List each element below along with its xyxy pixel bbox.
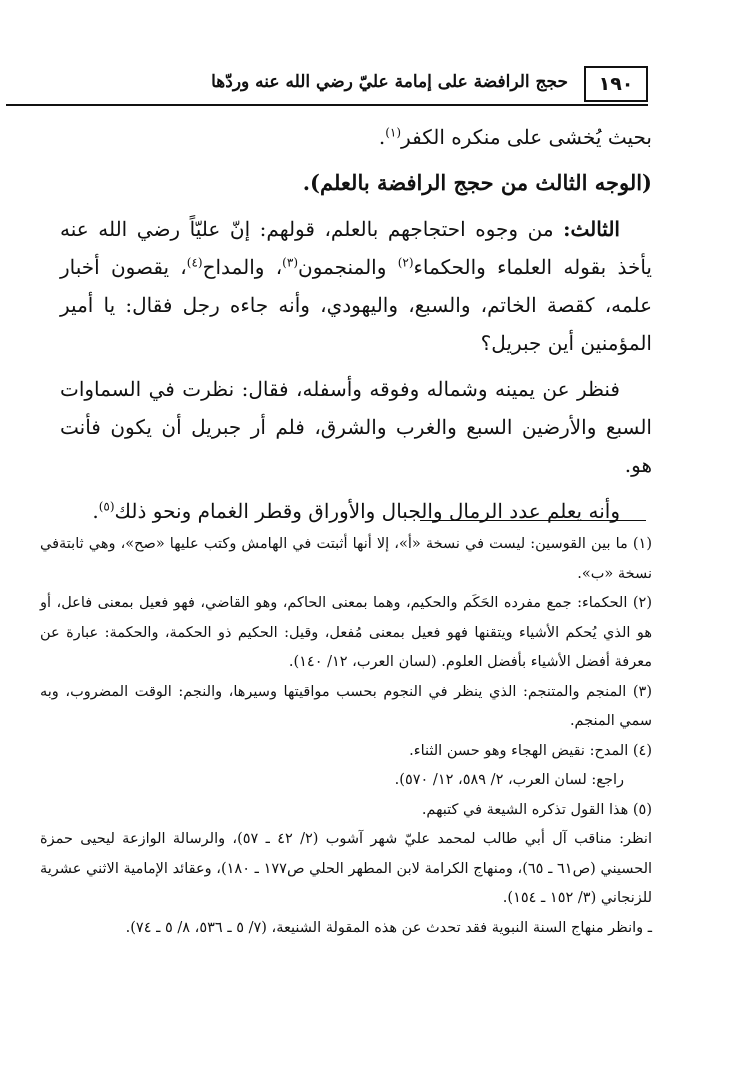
footnote-ref-4: (٤) bbox=[186, 255, 203, 270]
paragraph-4-text: وأنه يعلم عدد الرمال والجبال والأوراق وقطر الغمام ونحو ذلك bbox=[114, 499, 620, 523]
paragraph-1 bbox=[60, 118, 652, 156]
footnote-5-additional: ـ وانظر منهاج السنة النبوية فقد تحدث عن هذه المقولة الشنيعة، (٧/ ٥ ـ ٥٣٦، ٨/ ٥ ـ ٧٤). bbox=[125, 919, 652, 936]
footnote-ref-2: (٢) bbox=[397, 255, 414, 270]
footnote-2: (٢) الحكماء: جمع مفرده الحَكَم والحكيم، وهما بمعنى الحاكم، وهو القاضي، فهو فعيل بمعنى فاعل، أو هو الذي يُحكم الأشياء ويتقنها فهو فعيل بمعنى مُفعل، وقيل: الحكيم ذو الحكمة، والحكمة: عبارة عن معرفة أفضل الأشياء بأفضل العلوم. (لسان العرب، ١٢/ ١٤٠). bbox=[40, 595, 652, 670]
footnote-ref-1: (١) bbox=[385, 125, 402, 140]
paragraph-2-lead: الثالث: bbox=[563, 217, 620, 241]
page-header bbox=[6, 60, 648, 112]
paragraph-2-text-b: والمنجمون bbox=[298, 255, 398, 279]
footnote-ref-5: (٥) bbox=[98, 499, 115, 514]
footnote-4: (٤) المدح: نقيض الهجاء وهو حسن الثناء. bbox=[409, 742, 652, 759]
footnotes bbox=[40, 530, 652, 943]
footnote-5: (٥) هذا القول تذكره الشيعة في كتبهم. bbox=[421, 801, 652, 818]
footnote-1: (١) ما بين القوسين: ليست في نسخة «أ»، إلا أنها أثبتت في الهامش وكتب عليها «صح»، وهي ثابتةفي نسخة «ب». bbox=[40, 536, 652, 582]
paragraph-2-text-a: من وجوه احتجاجهم بالعلم، قولهم: إنّ عليّاً رضي الله عنه يأخذ بقوله العلماء والحكماء bbox=[60, 217, 652, 279]
paragraph-1-end: . bbox=[378, 125, 386, 149]
paragraph-2-text-d: ، يقصون أخبار علمه، كقصة الخاتم، والسبع، واليهودي، وأنه جاءه رجل فقال: يا أمير المؤمنين أين جبريل؟ bbox=[60, 255, 652, 355]
footnote-5-sources: انظر: مناقب آل أبي طالب لمحمد عليّ شهر آشوب (٢/ ٤٢ ـ ٥٧)، والرسالة الوازعة ليحيى حمزة الحسيني (ص٦١ ـ ٦٥)، ومنهاج الكرامة لابن المطهر الحلي ص١٧٧ ـ ١٨٠)، وعقائد الإمامية الاثني عشرية للزنجاني (٣/ ١٥٢ ـ ١٥٤). bbox=[40, 831, 653, 906]
main-text bbox=[60, 118, 652, 538]
paragraph-2 bbox=[60, 210, 652, 362]
running-title: حجج الرافضة على إمامة عليّ رضي الله عنه وردّها bbox=[211, 72, 568, 92]
footnote-3: (٣) المنجم والمتنجم: الذي ينظر في النجوم بحسب مواقيتها وسيرها، والنجم: الوقت المضروب، وبه سمي المنجم. bbox=[40, 683, 652, 729]
paragraph-4-end: . bbox=[92, 499, 99, 523]
paragraph-3: فنظر عن يمينه وشماله وفوقه وأسفله، فقال: نظرت في السماوات السبع والأرضين السبع والغرب والشرق، فلم أر جبريل أن يكون فأنت هو. bbox=[60, 377, 652, 477]
header-rule bbox=[6, 104, 648, 106]
section-heading: (الوجه الثالث من حجج الرافضة بالعلم). bbox=[302, 170, 652, 195]
paragraph-1-text: بحيث يُخشى على منكره الكفر bbox=[401, 125, 652, 149]
page-number: ١٩٠ bbox=[584, 66, 648, 102]
footnote-ref-3: (٣) bbox=[282, 255, 298, 270]
paragraph-4 bbox=[60, 492, 652, 530]
paragraph-2-text-c: ، والمداح bbox=[202, 255, 283, 279]
footnote-4-reference: راجع: لسان العرب، ٢/ ٥٨٩، ١٢/ ٥٧٠). bbox=[394, 772, 624, 788]
footnote-separator bbox=[420, 520, 646, 521]
